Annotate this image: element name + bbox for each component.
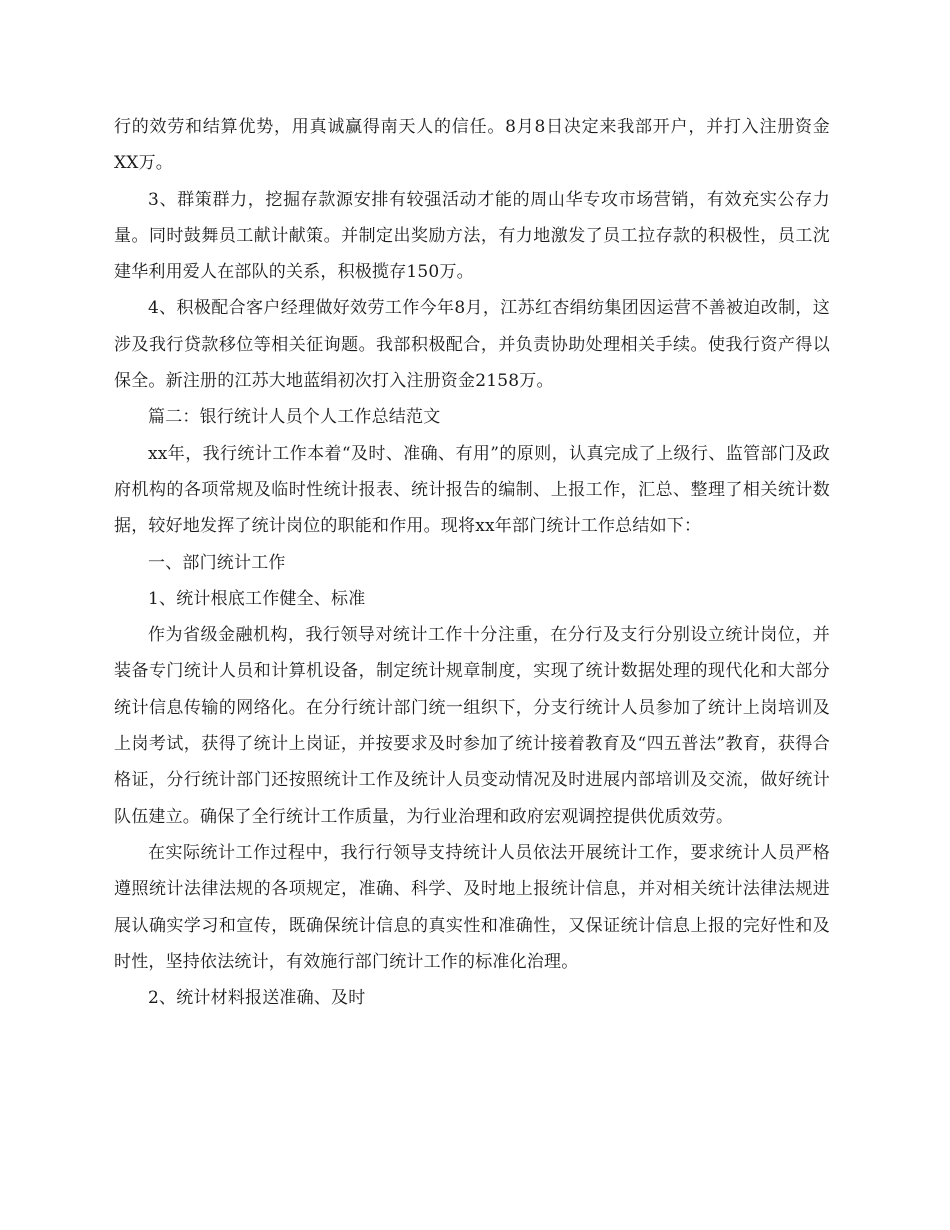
paragraph-3: 4、积极配合客户经理做好效劳工作今年8月，江苏红杏绢纺集团因运营不善被迫改制，这涉及我行贷款移位等相关征询题。我部积极配合，并负责协助处理相关手续。使我行资产得以保全。新注册的江苏大地蓝绢初次打入注册资金2158万。 [114, 298, 830, 392]
paragraph-5: xx年，我行统计工作本着“及时、准确、有用”的原则，认真完成了上级行、监管部门及政府机构的各项常规及临时性统计报表、统计报告的编制、上报工作，汇总、整理了相关统计数据，较好地发挥了统计岗位的职能和作用。现将xx年部门统计工作总结如下： [114, 443, 830, 537]
document-body [114, 109, 830, 1016]
paragraph-8: 作为省级金融机构，我行领导对统计工作十分注重，在分行及支行分别设立统计岗位，并装备专门统计人员和计算机设备，制定统计规章制度，实现了统计数据处理的现代化和大部分统计信息传输的网络化。在分行统计部门统一组织下，分支行统计人员参加了统计上岗培训及上岗考试，获得了统计上岗证，并按要求及时参加了统计接着教育及“四五普法”教育，获得合格证，分行统计部门还按照统计工作及统计人员变动情况及时进展内部培训及交流，做好统计队伍建立。确保了全行统计工作质量，为行业治理和政府宏观调控提供优质效劳。 [114, 625, 830, 827]
subheading-1: 一、部门统计工作 [148, 552, 286, 573]
section-heading-2: 篇二：银行统计人员个人工作总结范文 [148, 407, 441, 428]
subheading-1-1: 1、统计根底工作健全、标准 [148, 588, 366, 609]
paragraph-9: 在实际统计工作过程中，我行行领导支持统计人员依法开展统计工作，要求统计人员严格遵照统计法律法规的各项规定，准确、科学、及时地上报统计信息，并对相关统计法律法规进展认确实学习和宣传，既确保统计信息的真实性和准确性，又保证统计信息上报的完好性和及时性，坚持依法统计，有效施行部门统计工作的标准化治理。 [114, 842, 830, 972]
paragraph-1: 行的效劳和结算优势，用真诚赢得南天人的信任。8月8日决定来我部开户，并打入注册资金XX万。 [114, 117, 830, 174]
subheading-1-2: 2、统计材料报送准确、及时 [148, 988, 366, 1009]
paragraph-2: 3、群策群力，挖掘存款源安排有较强活动才能的周山华专攻市场营销，有效充实公存力量。同时鼓舞员工献计献策。并制定出奖励方法，有力地激发了员工拉存款的积极性，员工沈建华利用爱人在部队的关系，积极揽存150万。 [114, 189, 830, 283]
